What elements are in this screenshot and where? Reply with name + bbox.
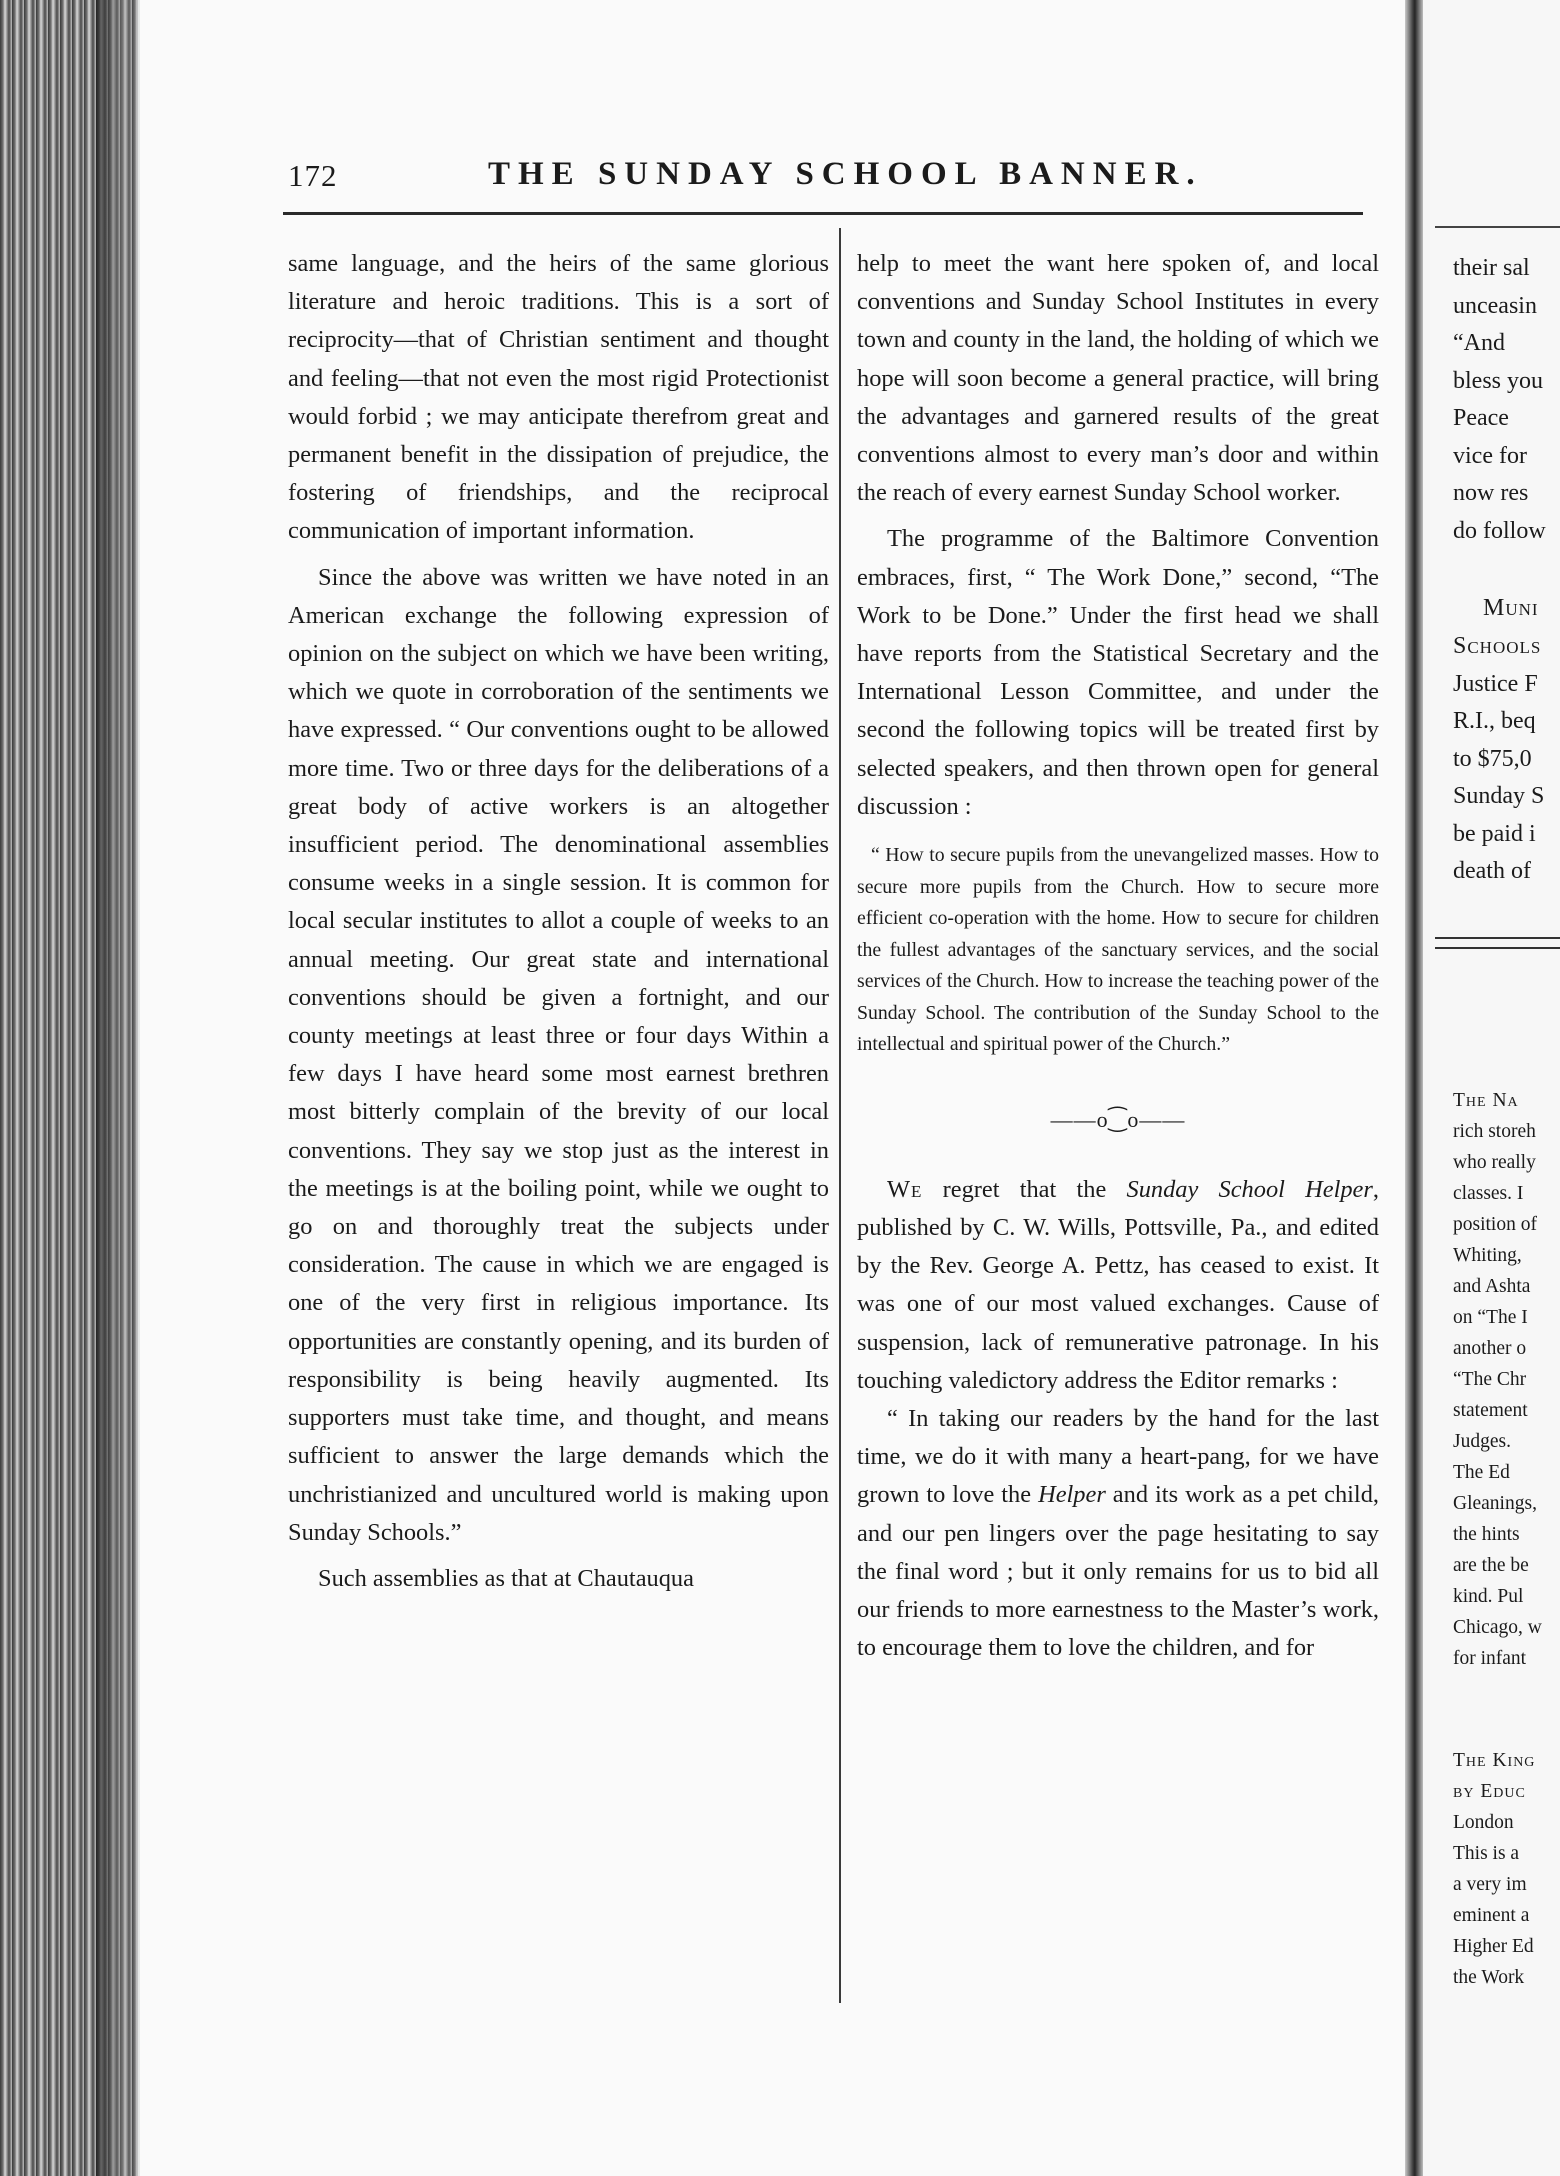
text-line: kind. Pul [1453,1586,1524,1607]
facing-text-block [1453,628,1544,891]
text-line: death of [1453,858,1531,884]
text-line: London [1453,1812,1514,1833]
publication-title: Helper [1038,1481,1106,1509]
text-line: Muni [1483,595,1539,621]
page-number: 172 [288,158,338,193]
right-column [857,245,1379,1667]
quote-text: “ How to secure pupils from the unevangelized masses. How to secure more pupils from the Church. How to secure more efficient co-operation with the home. How to secure for children the fullest advantages of the sanctuary services, and the social services of the Church. How to increase the teaching power of the Sunday School. The contribution of the Sunday School to the intellectual and spiritual power of the Church.” [857,844,1379,1056]
text-line: the Work [1453,1967,1525,1988]
text-line: unceasin [1453,292,1537,319]
text-line: statement [1453,1400,1528,1421]
text-line: another o [1453,1338,1527,1359]
text-line: Gleanings, [1453,1493,1537,1514]
text-line: vice for [1453,442,1527,469]
book-gutter [1405,0,1423,2176]
facing-header-rule [1435,226,1560,228]
text-line: do follow [1453,517,1546,544]
text-line: by Educ [1453,1781,1526,1802]
header-rule [283,212,1363,215]
text-line: bless you [1453,367,1543,394]
running-title: THE SUNDAY SCHOOL BANNER. [488,156,1203,192]
facing-section-rule [1435,947,1560,949]
notice-paragraph [857,1171,1379,1400]
text-line: on “The I [1453,1307,1528,1328]
text-line: The Na [1453,1090,1519,1111]
text-line: Sunday S [1453,783,1545,809]
text-line: now res [1453,480,1529,506]
left-column [288,245,829,1598]
column-divider [839,228,841,2003]
text-line: R.I., beq [1453,708,1536,734]
notice-text: , published by C. W. Wills, Pottsville, Pa., and edited by the Rev. George A. Pettz, has ceased to exist. It was one of our most valued exchanges. Cause of suspension, lack of remunerative patronage. In his touching valedictory address the Editor remarks : [857,1175,1379,1394]
notice-lead: We [887,1175,923,1203]
text-line: classes. I [1453,1183,1524,1204]
text-line: and Ashta [1453,1276,1531,1297]
text-line: a very im [1453,1874,1527,1895]
text-line: Higher Ed [1453,1936,1534,1957]
text-line: the hints [1453,1524,1520,1545]
text-line: their sal [1453,255,1530,281]
publication-title: Sunday School Helper [1126,1175,1373,1203]
facing-page-173 [1423,0,1560,2176]
topics-quote [857,840,1379,1061]
facing-heading [1483,590,1539,628]
paragraph: same language, and the heirs of the same glorious literature and heroic traditions. This is a sort of reciprocity—that of Christian sentiment and thought and feeling—that not even the most rigid Protectionist would forbid ; we may anticipate therefrom great and permanent benefit in the dissipation of prejudice, the fostering of friendships, and the reciprocal communication of important information. [288,250,829,545]
text-line: rich storeh [1453,1121,1536,1142]
text-line: Peace [1453,405,1509,431]
text-line: Chicago, w [1453,1617,1542,1638]
text-line: Judges. [1453,1431,1511,1452]
text-line: for infant [1453,1648,1527,1669]
paragraph: Since the above was written we have noted in an American exchange the following expression of opinion on the subject on which we have been writing, which we quote in corroboration of the sentiments we have expressed. “ Our conventions ought to be allowed more time. Two or three days for the deliberations of a great body of active workers is an altogether insufficient period. The denominational assemblies consume weeks in a single session. It is common for local secular institutes to allot a couple of weeks to an annual meeting. Our great state and international conventions should be given a fortnight, and our county meetings at least three or four days Within a few days I have heard some most earnest brethren most bitterly complain of the brevity of our local conventions. They say we stop just as the interest in the meetings is at the boiling point, while we ought to go on and thoroughly treat the subjects under consideration. The cause in which we are engaged is one of the very first in religious importance. Its opportunities are constantly opening, and its burden of responsibility is being heavily augmented. Its supporters must take time, and thought, and means sufficient to answer the large demands which the unchristianized and uncultured world is making upon Sunday Schools.” [288,563,829,1546]
text-line: The Ed [1453,1462,1510,1483]
text-line: are the be [1453,1555,1529,1576]
text-line: “The Chr [1453,1369,1527,1390]
paragraph: The programme of the Baltimore Convention embraces, first, “ The Work Done,” second, “The Work to be Done.” Under the first head we shall have reports from the Statistical Secretary and the International Lesson Committee, and under the second the following topics will be treated first by selected speakers, and then thrown open for general discussion : [857,525,1379,820]
facing-section-rule [1435,937,1560,939]
text-line: position of [1453,1214,1537,1235]
text-line: Whiting, [1453,1245,1522,1266]
quote-text: “ In taking our readers by the hand for the last time, we do it with many a heart-pang, for we have grown to love the [857,1404,1379,1509]
text-line: Schools [1453,633,1542,659]
valedictory-quote [857,1400,1379,1667]
facing-text-block [1453,1085,1542,1674]
notice-text: regret that the [922,1175,1127,1203]
text-line: who really [1453,1152,1536,1173]
text-line: This is a [1453,1843,1520,1864]
paragraph: help to meet the want here spoken of, and local conventions and Sunday School Institutes in every town and county in the land, the holding of which we hope will soon become a general practice, will bring the advantages and garnered results of the great conventions almost to every man’s door and within the reach of every earnest Sunday School worker. [857,250,1379,507]
text-line: eminent a [1453,1905,1530,1926]
text-line: be paid i [1453,820,1536,847]
paragraph: Such assemblies as that at Chautauqua [318,1564,694,1592]
text-line: to $75,0 [1453,745,1532,772]
quote-text: and its work as a pet child, and our pen lingers over the page hesitating to say the final word ; but it only remains for us to bid all our friends to more earnestness to the Master’s work, to encourage them to love the children, and for [857,1481,1379,1662]
text-line: The King [1453,1750,1536,1771]
facing-text-block [1453,250,1546,550]
section-ornament: ——o⁐o—— [1050,1106,1186,1132]
binding-shadow [96,0,144,2176]
text-line: Justice F [1453,670,1538,697]
text-line: “And [1453,330,1505,356]
facing-text-block [1453,1745,1535,1993]
